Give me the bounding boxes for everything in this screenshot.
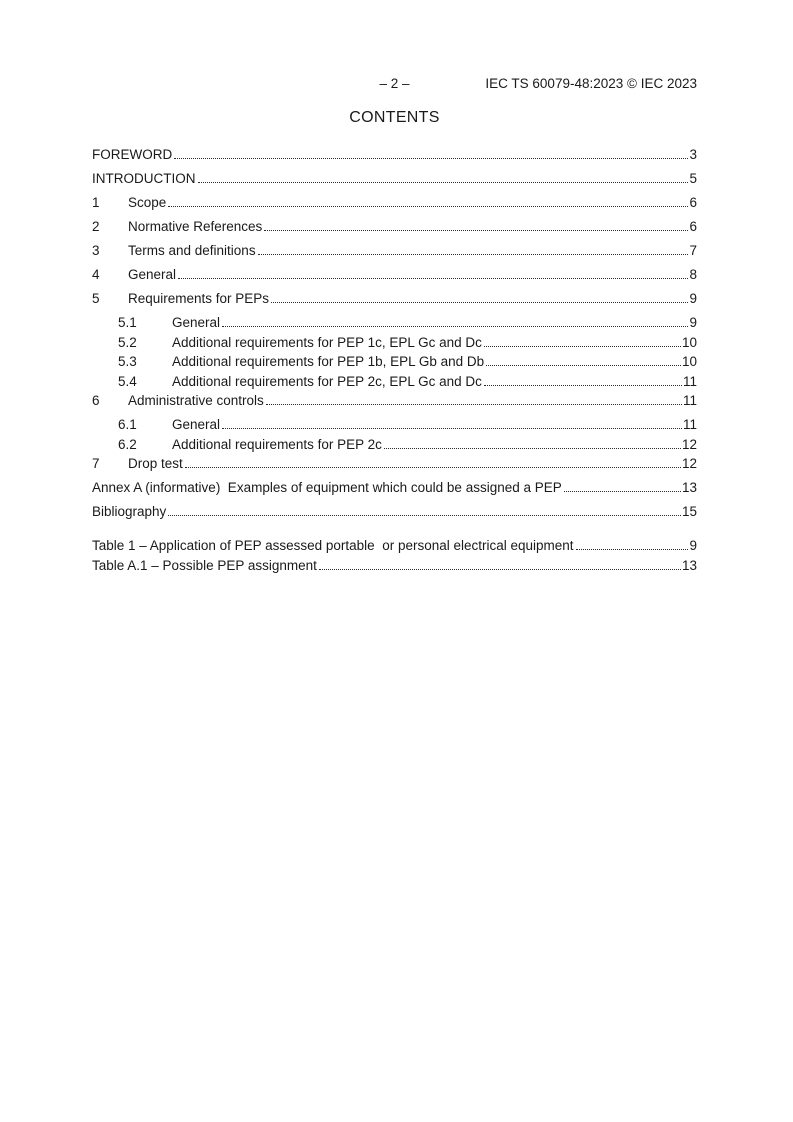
toc-entry-page: 7 xyxy=(689,243,697,258)
toc-entry-label: General xyxy=(128,267,177,282)
document-reference: IEC TS 60079-48:2023 © IEC 2023 xyxy=(485,76,697,91)
toc-entry[interactable] xyxy=(92,267,697,282)
toc-entry[interactable] xyxy=(92,374,697,389)
toc-entry-label: Normative References xyxy=(128,219,263,234)
toc-entry-number: 2 xyxy=(92,219,100,234)
toc-entry-label: Terms and definitions xyxy=(128,243,256,258)
toc-table-entry[interactable] xyxy=(92,538,697,553)
dotted-leader xyxy=(185,467,681,468)
toc-entry[interactable] xyxy=(92,456,697,471)
dotted-leader xyxy=(174,158,688,159)
toc-entry[interactable] xyxy=(92,147,697,162)
toc-entry-page: 11 xyxy=(682,373,697,389)
toc-table-label: Table 1 – Application of PEP assessed portable or personal electrical equipment xyxy=(92,538,574,553)
toc-entry[interactable] xyxy=(92,393,697,408)
dotted-leader xyxy=(384,448,681,449)
toc-entry-label: General xyxy=(172,315,221,330)
toc-entry-label: Drop test xyxy=(128,456,183,471)
toc-entry[interactable] xyxy=(92,480,697,495)
toc-entry-page: 13 xyxy=(681,480,697,495)
toc-tables-list xyxy=(92,538,697,573)
toc-entry[interactable] xyxy=(92,354,697,369)
toc-entry-page: 12 xyxy=(681,456,697,471)
page-header xyxy=(92,76,697,91)
dotted-leader xyxy=(258,254,689,255)
toc-entry[interactable] xyxy=(92,243,697,258)
dotted-leader xyxy=(486,365,681,366)
toc-entry-page: 9 xyxy=(689,315,697,330)
toc-entry-label: Additional requirements for PEP 1b, EPL Gb and Db xyxy=(172,354,485,369)
toc-entry-label: Annex A (informative) Examples of equipment which could be assigned a PEP xyxy=(92,480,562,495)
contents-title: CONTENTS xyxy=(349,109,440,126)
dotted-leader xyxy=(564,491,681,492)
dotted-leader xyxy=(484,385,682,386)
toc-entry-number: 3 xyxy=(92,243,100,258)
toc-entry-page: 6 xyxy=(689,219,697,234)
toc-entry-number: 6.2 xyxy=(118,436,137,452)
toc-entry-label: Additional requirements for PEP 2c, EPL Gc and Dc xyxy=(172,373,482,389)
toc-entry-page: 10 xyxy=(681,354,697,369)
toc-entry-number: 1 xyxy=(92,195,100,210)
toc-entry-label: Additional requirements for PEP 2c xyxy=(172,436,382,452)
dotted-leader xyxy=(198,182,689,183)
dotted-leader xyxy=(168,206,688,207)
dotted-leader xyxy=(271,302,688,303)
toc-table-entry[interactable] xyxy=(92,558,697,573)
dotted-leader xyxy=(319,569,681,570)
toc-entry-page: 6 xyxy=(689,195,697,210)
toc-entry-label: Bibliography xyxy=(92,504,167,519)
dotted-leader xyxy=(484,346,681,347)
toc-entry-label: INTRODUCTION xyxy=(92,171,196,186)
toc-table-page: 9 xyxy=(689,538,697,553)
toc-entry-label: FOREWORD xyxy=(92,147,173,162)
dotted-leader xyxy=(222,326,688,327)
toc-entry-page: 8 xyxy=(689,267,697,282)
toc-table-page: 13 xyxy=(681,557,697,573)
toc-entry[interactable] xyxy=(92,315,697,330)
page-number: – 2 – xyxy=(379,76,410,91)
toc-entry[interactable] xyxy=(92,504,697,519)
toc-entry-number: 5 xyxy=(92,291,100,306)
toc-entry-number: 5.3 xyxy=(118,354,137,369)
toc-entry-page: 10 xyxy=(681,334,697,350)
toc-entry-label: General xyxy=(172,417,221,432)
toc-entry-number: 7 xyxy=(92,456,100,471)
toc-list xyxy=(92,147,697,519)
toc-entry-page: 12 xyxy=(681,436,697,452)
toc-entry-number: 5.4 xyxy=(118,373,137,389)
dotted-leader xyxy=(168,515,681,516)
dotted-leader xyxy=(264,230,688,231)
toc-entry-label: Administrative controls xyxy=(128,393,264,408)
toc-entry-number: 4 xyxy=(92,267,100,282)
toc-entry[interactable] xyxy=(92,291,697,306)
toc-entry-number: 6.1 xyxy=(118,417,137,432)
toc-entry[interactable] xyxy=(92,195,697,210)
dotted-leader xyxy=(266,404,682,405)
toc-entry-number: 5.1 xyxy=(118,315,137,330)
dotted-leader xyxy=(222,428,682,429)
dotted-leader xyxy=(576,549,689,550)
toc-entry[interactable] xyxy=(92,219,697,234)
toc-entry-page: 3 xyxy=(689,147,697,162)
toc-entry-page: 11 xyxy=(682,393,697,408)
toc-entry[interactable] xyxy=(92,417,697,432)
toc-entry-page: 15 xyxy=(681,504,697,519)
toc-entry-page: 11 xyxy=(682,417,697,432)
toc-entry[interactable] xyxy=(92,171,697,186)
toc-entry[interactable] xyxy=(92,335,697,350)
toc-entry-number: 6 xyxy=(92,393,100,408)
toc-table-label: Table A.1 – Possible PEP assignment xyxy=(92,557,317,573)
toc-entry-label: Scope xyxy=(128,195,167,210)
dotted-leader xyxy=(178,278,688,279)
toc-entry-page: 9 xyxy=(689,291,697,306)
toc-entry-label: Additional requirements for PEP 1c, EPL Gc and Dc xyxy=(172,334,482,350)
toc-entry-label: Requirements for PEPs xyxy=(128,291,270,306)
toc-entry-page: 5 xyxy=(689,171,697,186)
toc-entry-number: 5.2 xyxy=(118,334,137,350)
toc-entry[interactable] xyxy=(92,437,697,452)
